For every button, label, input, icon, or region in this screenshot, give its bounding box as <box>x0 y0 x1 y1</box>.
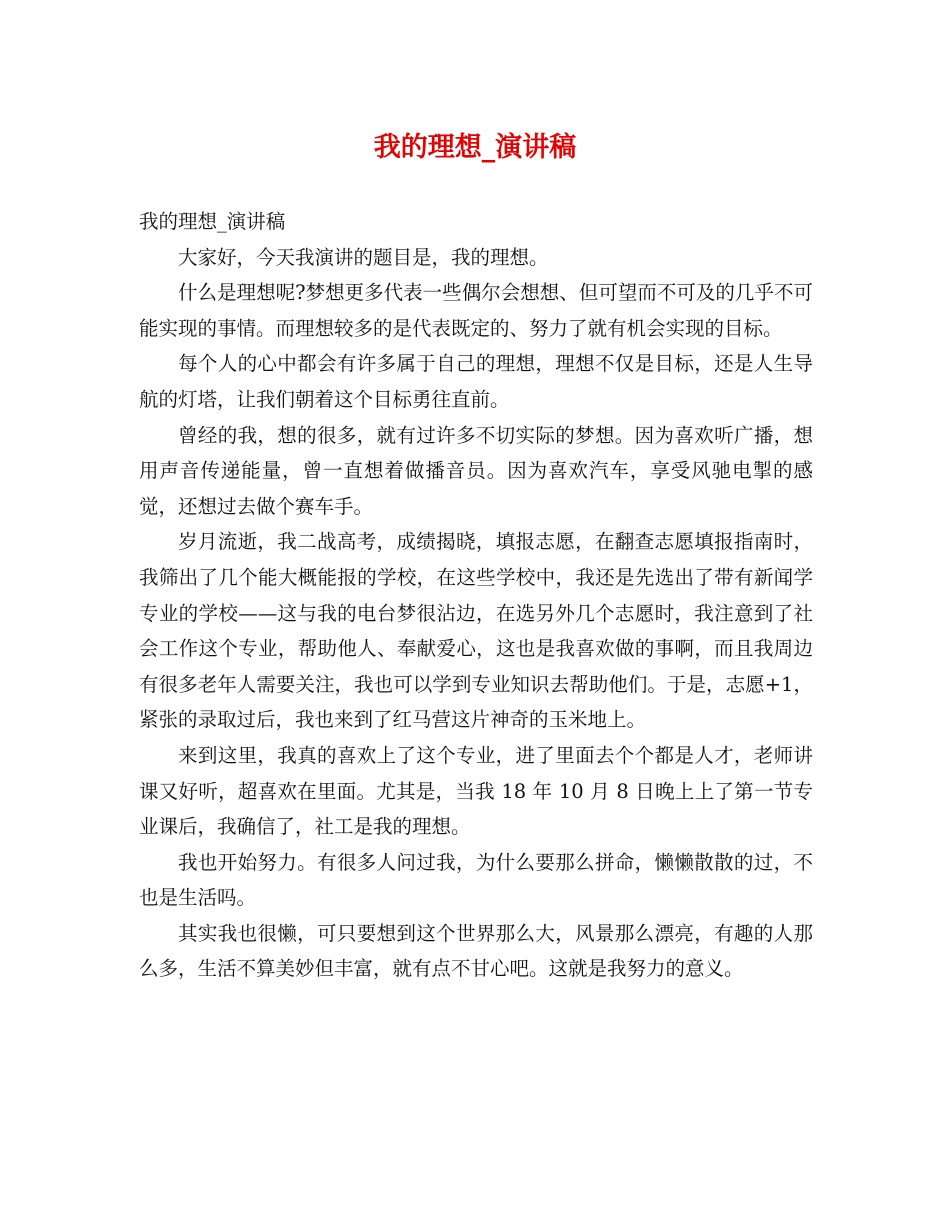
document-body <box>139 204 813 987</box>
paragraph: 我也开始努力。有很多人问过我，为什么要那么拼命，懒懒散散的过，不也是生活吗。 <box>139 850 813 910</box>
paragraph: 曾经的我，想的很多，就有过许多不切实际的梦想。因为喜欢听广播，想用声音传递能量，曾一直想着做播音员。因为喜欢汽车，享受风驰电掣的感觉，还想过去做个赛车手。 <box>139 423 813 518</box>
paragraph: 岁月流逝，我二战高考，成绩揭晓，填报志愿，在翻查志愿填报指南时，我筛出了几个能大概能报的学校，在这些学校中，我还是先选出了带有新闻学专业的学校——这与我的电台梦很沾边，在选另外几个志愿时，我注意到了社会工作这个专业，帮助他人、奉献爱心，这也是我喜欢做的事啊，而且我周边有很多老年人需要关注，我也可以学到专业知识去帮助他们。于是，志愿+1，紧张的录取过后，我也来到了红马营这片神奇的玉米地上。 <box>139 530 813 732</box>
paragraph: 大家好，今天我演讲的题目是，我的理想。 <box>178 245 549 269</box>
document-subtitle: 我的理想_演讲稿 <box>139 210 286 233</box>
paragraph: 来到这里，我真的喜欢上了这个专业，进了里面去个个都是人才，老师讲课又好听，超喜欢在里面。尤其是，当我 18 年 10 月 8 日晚上上了第一节专业课后，我确信了，社工是我的理想。 <box>139 743 813 839</box>
document-title: 我的理想_演讲稿 <box>373 132 577 163</box>
paragraph: 什么是理想呢?梦想更多代表一些偶尔会想想、但可望而不可及的几乎不可能实现的事情。而理想较多的是代表既定的、努力了就有机会实现的目标。 <box>139 281 813 340</box>
paragraph: 其实我也很懒，可只要想到这个世界那么大，风景那么漂亮，有趣的人那么多，生活不算美妙但丰富，就有点不甘心吧。这就是我努力的意义。 <box>139 921 813 981</box>
paragraph: 每个人的心中都会有许多属于自己的理想，理想不仅是目标，还是人生导航的灯塔，让我们朝着这个目标勇往直前。 <box>139 352 813 411</box>
